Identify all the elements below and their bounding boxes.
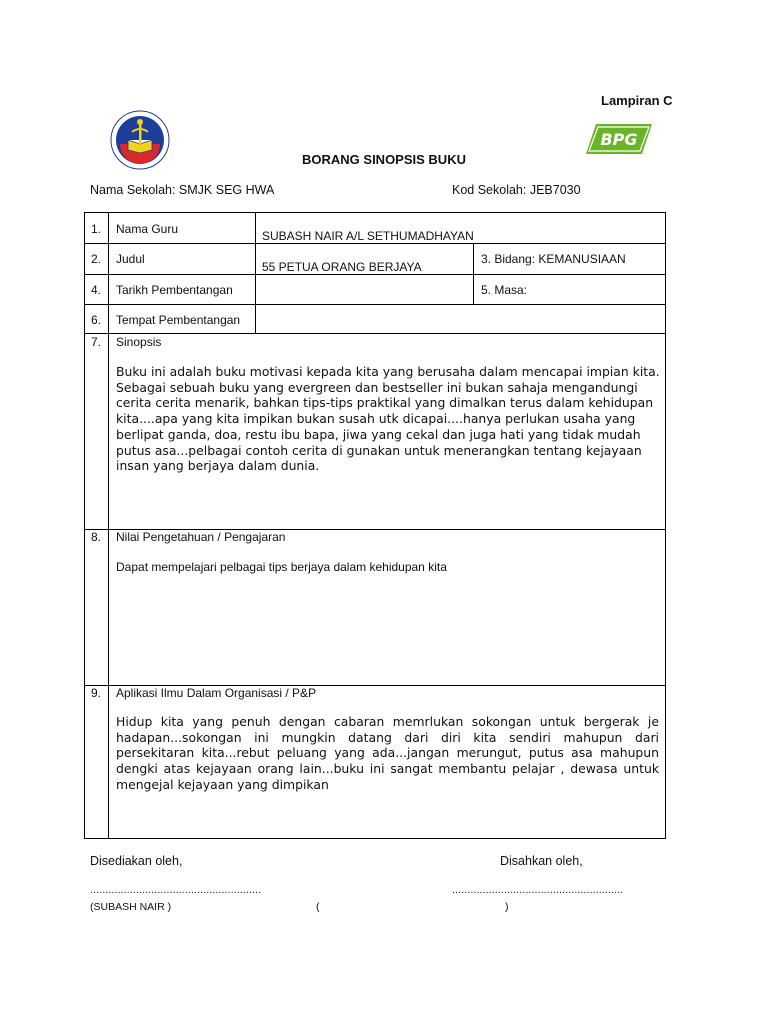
prepared-name: (SUBASH NAIR ) (90, 901, 172, 913)
row-7-number: 7. (91, 335, 102, 349)
teacher-name-value[interactable]: SUBASH NAIR A/L SETHUMADHAYAN (262, 229, 474, 243)
row-7-label: Sinopsis (116, 335, 162, 349)
synopsis-text[interactable]: Buku ini adalah buku motivasi kepada kita yang berusaha dalam mencapai impian kita. Sebagai sebuah buku yang evergreen dan bestseller ini bukan sahaja mengandungi cerita cerita menarik, bahkan tips-tips praktikal yang dimalkan terus dalam kehidupan kita....apa yang kita impikan bukan susah utk dicapai....hanya perlukan usaha yang berlipat ganda, doa, restu ibu bapa, jiwa yang cekal dan juga hati yang tidak mudah putus asa...pelbagai contoh cerita di gunakan untuk menerangkan tentang kejayaan insan yang berjaya dalam dunia. (116, 364, 660, 474)
row-6-number: 6. (91, 313, 102, 327)
prepared-signature-line: ........................................................ (90, 884, 262, 896)
row-2-number: 2. (91, 252, 102, 266)
school-code: Kod Sekolah: JEB7030 (452, 183, 581, 197)
bpg-logo-icon (586, 122, 652, 156)
row-9-number: 9. (91, 686, 102, 700)
row-8-label: Nilai Pengetahuan / Pengajaran (116, 530, 286, 544)
row-4-number: 4. (91, 283, 102, 297)
approved-signature-line: ........................................................ (452, 884, 624, 896)
presentation-date-field[interactable] (262, 283, 467, 297)
book-title-value[interactable]: 55 PETUA ORANG BERJAYA (262, 260, 422, 274)
values-text[interactable]: Dapat mempelajari pelbagai tips berjaya dalam kehidupan kita (116, 560, 447, 574)
synopsis-form (84, 212, 666, 839)
field-value[interactable]: 3. Bidang: KEMANUSIAAN (481, 252, 626, 266)
approved-by-label: Disahkan oleh, (500, 854, 583, 868)
bpg-logo-text: BPG (600, 130, 638, 149)
row-9-label: Aplikasi Ilmu Dalam Organisasi / P&P (116, 686, 317, 700)
row-4-label: Tarikh Pembentangan (116, 283, 233, 297)
lampiran-label: Lampiran C (601, 93, 673, 108)
time-field[interactable]: 5. Masa: (481, 283, 528, 297)
presentation-venue-field[interactable] (262, 313, 657, 327)
row-8-number: 8. (91, 530, 102, 544)
approved-name-open-paren: ( (316, 901, 320, 913)
approved-name-close-paren: ) (505, 901, 509, 913)
prepared-by-label: Disediakan oleh, (90, 854, 183, 868)
row-1-label: Nama Guru (116, 222, 179, 236)
row-6-label: Tempat Pembentangan (116, 313, 241, 327)
row-2-label: Judul (116, 252, 145, 266)
form-title: BORANG SINOPSIS BUKU (302, 152, 466, 167)
row-1-number: 1. (91, 222, 102, 236)
school-name: Nama Sekolah: SMJK SEG HWA (90, 183, 275, 197)
application-text[interactable]: Hidup kita yang penuh dengan cabaran memrlukan sokongan untuk bergerak je hadapan...sokongan ini mungkin datang dari diri kita sendiri mahupun dari persekitaran kita...rebut peluang yang ada...jangan merungut, putus asa mahupun dengki atas kejayaan orang lain...buku ini sangat membantu pelajar , dewasa untuk mengejal kejayaan yang dimpikan (116, 714, 659, 792)
